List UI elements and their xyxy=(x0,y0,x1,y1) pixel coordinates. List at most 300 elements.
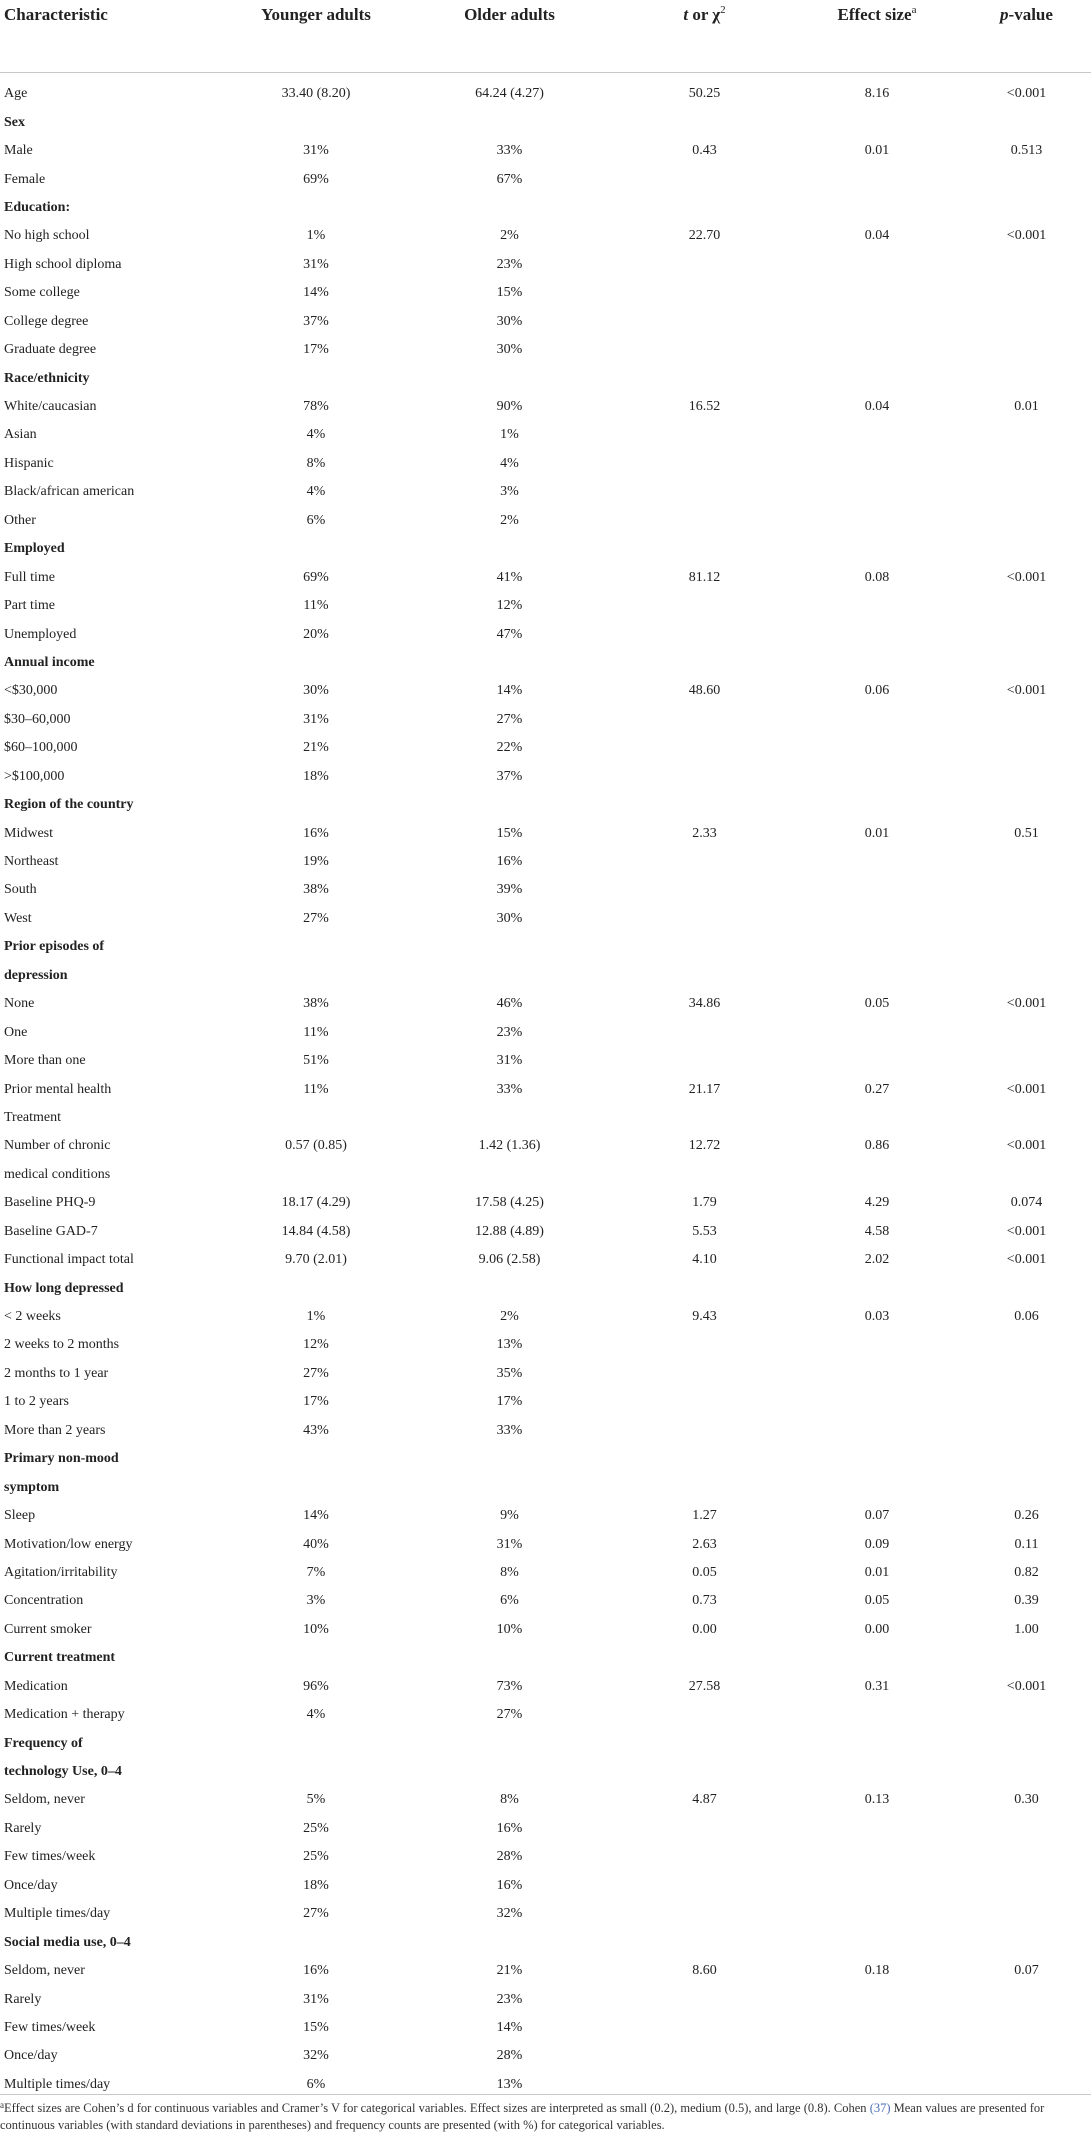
older-value: 16% xyxy=(496,854,523,870)
test-statistic xyxy=(617,507,792,535)
p-value xyxy=(962,876,1091,904)
table-row xyxy=(0,1985,1091,2013)
younger-value: 31% xyxy=(303,256,329,272)
older-value: 2% xyxy=(500,228,519,244)
effect-size xyxy=(792,478,962,506)
p-value xyxy=(962,1331,1091,1359)
row-label: medical conditions xyxy=(4,1166,111,1182)
p-value xyxy=(962,1445,1091,1473)
effect-size xyxy=(792,251,962,279)
test-statistic xyxy=(617,478,792,506)
effect-size: 0.18 xyxy=(864,1963,890,1979)
row-label: $30–60,000 xyxy=(4,711,71,727)
older-value: 46% xyxy=(496,996,523,1012)
effect-size: 0.08 xyxy=(864,569,890,585)
older-value: 2% xyxy=(500,512,519,528)
p-value: <0.001 xyxy=(1006,1252,1047,1268)
younger-value: 14.84 (4.58) xyxy=(281,1223,351,1239)
younger-value: 12% xyxy=(303,1337,329,1353)
table-row xyxy=(0,1587,1091,1615)
row-label: >$100,000 xyxy=(4,768,65,784)
header-characteristic: Characteristic xyxy=(0,0,230,72)
younger-value: 4% xyxy=(306,484,326,500)
older-value: 12.88 (4.89) xyxy=(475,1223,544,1239)
row-label: Rarely xyxy=(4,1991,42,2007)
row-label: More than one xyxy=(4,1053,86,1069)
test-statistic xyxy=(617,364,792,392)
p-value: 1.00 xyxy=(1014,1621,1039,1637)
older-value: 27% xyxy=(496,711,523,727)
table-row xyxy=(0,876,1091,904)
header-row xyxy=(0,0,1091,72)
section-heading-row xyxy=(0,1928,1091,1956)
p-value xyxy=(962,763,1091,791)
p-value xyxy=(962,734,1091,762)
effect-size xyxy=(792,507,962,535)
younger-value: 31% xyxy=(303,143,329,159)
older-value: 14% xyxy=(496,2019,523,2035)
older-value: 32% xyxy=(496,1906,523,1922)
test-statistic: 2.33 xyxy=(692,825,717,841)
row-label: Current smoker xyxy=(4,1621,92,1637)
p-value xyxy=(962,336,1091,364)
table-row xyxy=(0,421,1091,449)
younger-value xyxy=(230,1445,402,1473)
effect-size: 0.13 xyxy=(864,1792,890,1808)
row-label: Sleep xyxy=(4,1508,36,1524)
footnote-marker: a xyxy=(0,2100,4,2110)
header-effect-size xyxy=(792,0,962,72)
row-label: Employed xyxy=(4,541,65,557)
effect-size xyxy=(792,1104,962,1132)
younger-value xyxy=(230,791,402,819)
test-statistic xyxy=(617,1047,792,1075)
test-statistic xyxy=(617,905,792,933)
effect-size xyxy=(792,1729,962,1757)
row-label: Social media use, 0–4 xyxy=(4,1934,131,1950)
row-label: Midwest xyxy=(4,825,53,841)
table-row xyxy=(0,990,1091,1018)
younger-value: 4% xyxy=(306,427,326,443)
p-value xyxy=(962,2014,1091,2042)
row-label: Seldom, never xyxy=(4,1963,85,1979)
p-value xyxy=(962,1644,1091,1672)
effect-size xyxy=(792,592,962,620)
table-row xyxy=(0,848,1091,876)
p-value xyxy=(962,706,1091,734)
p-value xyxy=(962,2042,1091,2070)
table-row xyxy=(0,1303,1091,1331)
effect-size: 0.07 xyxy=(864,1508,890,1524)
section-heading-row xyxy=(0,1644,1091,1672)
effect-size xyxy=(792,791,962,819)
test-statistic: 1.27 xyxy=(692,1508,717,1524)
table-row xyxy=(0,905,1091,933)
table-row xyxy=(0,137,1091,165)
older-value: 16% xyxy=(496,1820,523,1836)
older-value: 13% xyxy=(496,1337,523,1353)
table-row xyxy=(0,1957,1091,1985)
row-label: White/caucasian xyxy=(4,399,97,415)
effect-size xyxy=(792,763,962,791)
test-statistic xyxy=(617,336,792,364)
row-label: technology Use, 0–4 xyxy=(4,1764,122,1780)
test-statistic xyxy=(617,1360,792,1388)
p-value: <0.001 xyxy=(1006,996,1047,1012)
test-statistic xyxy=(617,1331,792,1359)
p-value: <0.001 xyxy=(1006,1678,1047,1694)
row-label: No high school xyxy=(4,228,90,244)
test-statistic xyxy=(617,535,792,563)
row-label: Medication + therapy xyxy=(4,1707,125,1723)
row-label: Motivation/low energy xyxy=(4,1536,133,1552)
older-value: 8% xyxy=(500,1564,519,1580)
older-value xyxy=(402,1161,617,1189)
younger-value: 4% xyxy=(306,1707,326,1723)
younger-value: 1% xyxy=(306,1309,326,1325)
table-row xyxy=(0,1417,1091,1445)
test-statistic xyxy=(617,1985,792,2013)
effect-size xyxy=(792,1815,962,1843)
table-row xyxy=(0,450,1091,478)
header-t-sup: 2 xyxy=(720,4,726,16)
test-statistic xyxy=(617,1274,792,1302)
older-value: 3% xyxy=(500,484,519,500)
effect-size xyxy=(792,876,962,904)
test-statistic xyxy=(617,1758,792,1786)
table-row xyxy=(0,393,1091,421)
effect-size xyxy=(792,450,962,478)
test-statistic: 1.79 xyxy=(692,1195,717,1211)
effect-size: 4.29 xyxy=(864,1195,890,1211)
test-statistic: 16.52 xyxy=(688,399,721,415)
p-value xyxy=(962,1473,1091,1501)
table-row xyxy=(0,1104,1091,1132)
row-label: Hispanic xyxy=(4,455,54,471)
table-row xyxy=(0,1502,1091,1530)
test-statistic: 0.05 xyxy=(692,1564,717,1580)
header-t-mid: or χ xyxy=(688,5,721,24)
younger-value xyxy=(230,1161,402,1189)
younger-value: 0.57 (0.85) xyxy=(285,1138,347,1154)
p-value: 0.39 xyxy=(1014,1593,1039,1609)
younger-value: 14% xyxy=(303,285,329,301)
row-label: Medication xyxy=(4,1678,68,1694)
p-value: <0.001 xyxy=(1006,86,1047,102)
effect-size: 4.58 xyxy=(864,1223,890,1239)
effect-size xyxy=(792,194,962,222)
test-statistic: 9.43 xyxy=(692,1309,717,1325)
row-label: Multiple times/day xyxy=(4,2076,111,2092)
table-row xyxy=(0,1075,1091,1103)
older-value: 30% xyxy=(496,313,523,329)
effect-size: 8.16 xyxy=(864,86,890,102)
test-statistic xyxy=(617,108,792,136)
younger-value: 17% xyxy=(303,342,329,358)
effect-size xyxy=(792,1274,962,1302)
p-value xyxy=(962,1701,1091,1729)
effect-size xyxy=(792,706,962,734)
section-heading-row xyxy=(0,933,1091,961)
row-label: Concentration xyxy=(4,1593,84,1609)
row-label: Northeast xyxy=(4,854,59,870)
older-value: 16% xyxy=(496,1877,523,1893)
table-row xyxy=(0,734,1091,762)
p-value xyxy=(962,507,1091,535)
p-value: <0.001 xyxy=(1006,1138,1047,1154)
row-label: Race/ethnicity xyxy=(4,370,90,386)
younger-value: 3% xyxy=(306,1593,326,1609)
row-label: Few times/week xyxy=(4,2019,96,2035)
older-value: 17% xyxy=(496,1394,523,1410)
older-value: 39% xyxy=(496,882,523,898)
younger-value xyxy=(230,933,402,961)
row-label: Once/day xyxy=(4,1877,58,1893)
table-body xyxy=(0,72,1091,2099)
table-row xyxy=(0,1246,1091,1274)
row-label: Full time xyxy=(4,569,55,585)
test-statistic xyxy=(617,706,792,734)
effect-size xyxy=(792,1900,962,1928)
table-row xyxy=(0,279,1091,307)
effect-size xyxy=(792,336,962,364)
effect-size xyxy=(792,1445,962,1473)
p-value xyxy=(962,1274,1091,1302)
table-row xyxy=(0,563,1091,591)
p-value: 0.07 xyxy=(1014,1963,1039,1979)
p-value xyxy=(962,1161,1091,1189)
effect-size xyxy=(792,1928,962,1956)
older-value: 30% xyxy=(496,342,523,358)
p-value xyxy=(962,251,1091,279)
test-statistic: 8.60 xyxy=(692,1963,717,1979)
p-value: <0.001 xyxy=(1006,228,1047,244)
row-label: Asian xyxy=(4,427,37,443)
row-label: Some college xyxy=(4,285,80,301)
table-row xyxy=(0,620,1091,648)
younger-value xyxy=(230,649,402,677)
header-t-italic: t xyxy=(683,5,689,24)
section-heading-row xyxy=(0,364,1091,392)
p-value xyxy=(962,279,1091,307)
row-label: symptom xyxy=(4,1479,60,1495)
younger-value: 20% xyxy=(303,626,329,642)
older-value: 13% xyxy=(496,2076,523,2092)
row-label: $60–100,000 xyxy=(4,740,78,756)
test-statistic: 81.12 xyxy=(688,569,721,585)
test-statistic: 50.25 xyxy=(688,86,721,102)
row-label: Sex xyxy=(4,114,25,130)
footnote-text-before: Effect sizes are Cohen’s d for continuous variables and Cramer’s V for categorical variables. Effect sizes are interpreted as small (0.2), medium (0.5), and large (0.8). Cohen xyxy=(4,2101,870,2115)
older-value xyxy=(402,1104,617,1132)
row-label: High school diploma xyxy=(4,256,122,272)
younger-value xyxy=(230,364,402,392)
section-heading-row xyxy=(0,1758,1091,1786)
effect-size xyxy=(792,1985,962,2013)
effect-size xyxy=(792,1161,962,1189)
test-statistic xyxy=(617,1644,792,1672)
younger-value xyxy=(230,1104,402,1132)
effect-size xyxy=(792,848,962,876)
section-heading-row xyxy=(0,108,1091,136)
effect-size xyxy=(792,734,962,762)
younger-value: 18% xyxy=(303,768,329,784)
younger-value: 25% xyxy=(303,1820,329,1836)
section-heading-row xyxy=(0,649,1091,677)
younger-value: 32% xyxy=(303,2048,329,2064)
effect-size: 0.27 xyxy=(864,1081,890,1097)
older-value: 8% xyxy=(500,1792,519,1808)
p-value xyxy=(962,194,1091,222)
test-statistic xyxy=(617,1445,792,1473)
effect-size xyxy=(792,2014,962,2042)
row-label: 1 to 2 years xyxy=(4,1394,69,1410)
younger-value: 18.17 (4.29) xyxy=(281,1195,351,1211)
older-value xyxy=(402,649,617,677)
older-value: 1.42 (1.36) xyxy=(478,1138,541,1154)
table-row xyxy=(0,478,1091,506)
older-value: 31% xyxy=(496,1053,523,1069)
younger-value xyxy=(230,108,402,136)
older-value: 90% xyxy=(496,399,523,415)
effect-size xyxy=(792,535,962,563)
header-p-italic: p xyxy=(1000,5,1009,24)
test-statistic: 48.60 xyxy=(688,683,721,699)
table-row xyxy=(0,222,1091,250)
older-value xyxy=(402,1274,617,1302)
older-value xyxy=(402,962,617,990)
effect-size: 2.02 xyxy=(864,1252,890,1268)
table-row xyxy=(0,1047,1091,1075)
row-label: Frequency of xyxy=(4,1735,83,1751)
older-value xyxy=(402,108,617,136)
effect-size xyxy=(792,905,962,933)
row-label: Graduate degree xyxy=(4,342,97,358)
section-heading-row xyxy=(0,1729,1091,1757)
header-effect-label: Effect size xyxy=(837,5,912,24)
effect-size: 0.06 xyxy=(864,683,890,699)
section-heading-row xyxy=(0,791,1091,819)
younger-value: 31% xyxy=(303,711,329,727)
p-value xyxy=(962,905,1091,933)
p-value xyxy=(962,450,1091,478)
older-value xyxy=(402,791,617,819)
older-value: 6% xyxy=(500,1593,519,1609)
test-statistic: 0.43 xyxy=(692,143,717,159)
row-label: <$30,000 xyxy=(4,683,58,699)
younger-value: 43% xyxy=(303,1422,329,1438)
older-value: 67% xyxy=(496,171,523,187)
effect-size: 0.03 xyxy=(864,1309,890,1325)
younger-value: 11% xyxy=(303,598,329,614)
table-row xyxy=(0,1189,1091,1217)
test-statistic xyxy=(617,734,792,762)
row-label: Functional impact total xyxy=(4,1252,134,1268)
p-value xyxy=(962,535,1091,563)
older-value: 23% xyxy=(496,1991,523,2007)
row-label: Number of chronic xyxy=(4,1138,111,1154)
test-statistic xyxy=(617,620,792,648)
older-value: 33% xyxy=(496,1081,523,1097)
test-statistic xyxy=(617,421,792,449)
footnote-reference-link[interactable]: (37) xyxy=(869,2101,891,2115)
older-value: 31% xyxy=(496,1536,523,1552)
effect-size xyxy=(792,1331,962,1359)
test-statistic xyxy=(617,1161,792,1189)
p-value xyxy=(962,791,1091,819)
effect-size: 0.05 xyxy=(864,996,890,1012)
effect-size: 0.05 xyxy=(864,1593,890,1609)
row-label: More than 2 years xyxy=(4,1422,106,1438)
row-label: Region of the country xyxy=(4,797,134,813)
table-row xyxy=(0,1218,1091,1246)
table-row xyxy=(0,308,1091,336)
effect-size: 0.04 xyxy=(864,399,890,415)
row-label: Few times/week xyxy=(4,1849,96,1865)
test-statistic: 4.87 xyxy=(692,1792,717,1808)
older-value xyxy=(402,364,617,392)
p-value xyxy=(962,421,1091,449)
older-value: 35% xyxy=(496,1365,523,1381)
table-row xyxy=(0,1530,1091,1558)
table-row xyxy=(0,706,1091,734)
younger-value: 19% xyxy=(303,854,329,870)
test-statistic: 12.72 xyxy=(688,1138,721,1154)
spacer-row xyxy=(0,72,1091,80)
older-value: 28% xyxy=(496,1849,523,1865)
test-statistic xyxy=(617,1843,792,1871)
p-value xyxy=(962,1900,1091,1928)
row-label: Rarely xyxy=(4,1820,42,1836)
p-value xyxy=(962,108,1091,136)
row-label: None xyxy=(4,996,35,1012)
test-statistic: 27.58 xyxy=(688,1678,721,1694)
younger-value: 17% xyxy=(303,1394,329,1410)
older-value xyxy=(402,1644,617,1672)
row-label: South xyxy=(4,882,37,898)
effect-size xyxy=(792,962,962,990)
table-row xyxy=(0,2042,1091,2070)
row-label: One xyxy=(4,1024,28,1040)
older-value: 15% xyxy=(496,285,523,301)
p-value xyxy=(962,962,1091,990)
younger-value xyxy=(230,194,402,222)
test-statistic: 2.63 xyxy=(692,1536,717,1552)
p-value xyxy=(962,1018,1091,1046)
younger-value: 15% xyxy=(303,2019,329,2035)
older-value xyxy=(402,194,617,222)
test-statistic xyxy=(617,1900,792,1928)
effect-size xyxy=(792,1758,962,1786)
table-row xyxy=(0,1701,1091,1729)
table-row xyxy=(0,251,1091,279)
younger-value xyxy=(230,962,402,990)
row-label: Education: xyxy=(4,199,71,215)
header-effect-sup: a xyxy=(911,4,917,16)
header-younger-adults: Younger adults xyxy=(230,0,402,72)
test-statistic: 0.73 xyxy=(692,1593,717,1609)
effect-size: 0.04 xyxy=(864,228,890,244)
older-value: 47% xyxy=(496,626,523,642)
row-label: Primary non-mood xyxy=(4,1451,119,1467)
row-label: depression xyxy=(4,967,68,983)
younger-value xyxy=(230,1758,402,1786)
effect-size: 0.01 xyxy=(864,825,890,841)
effect-size xyxy=(792,1417,962,1445)
test-statistic: 5.53 xyxy=(692,1223,717,1239)
spacer-cell xyxy=(0,72,1091,80)
older-value xyxy=(402,535,617,563)
